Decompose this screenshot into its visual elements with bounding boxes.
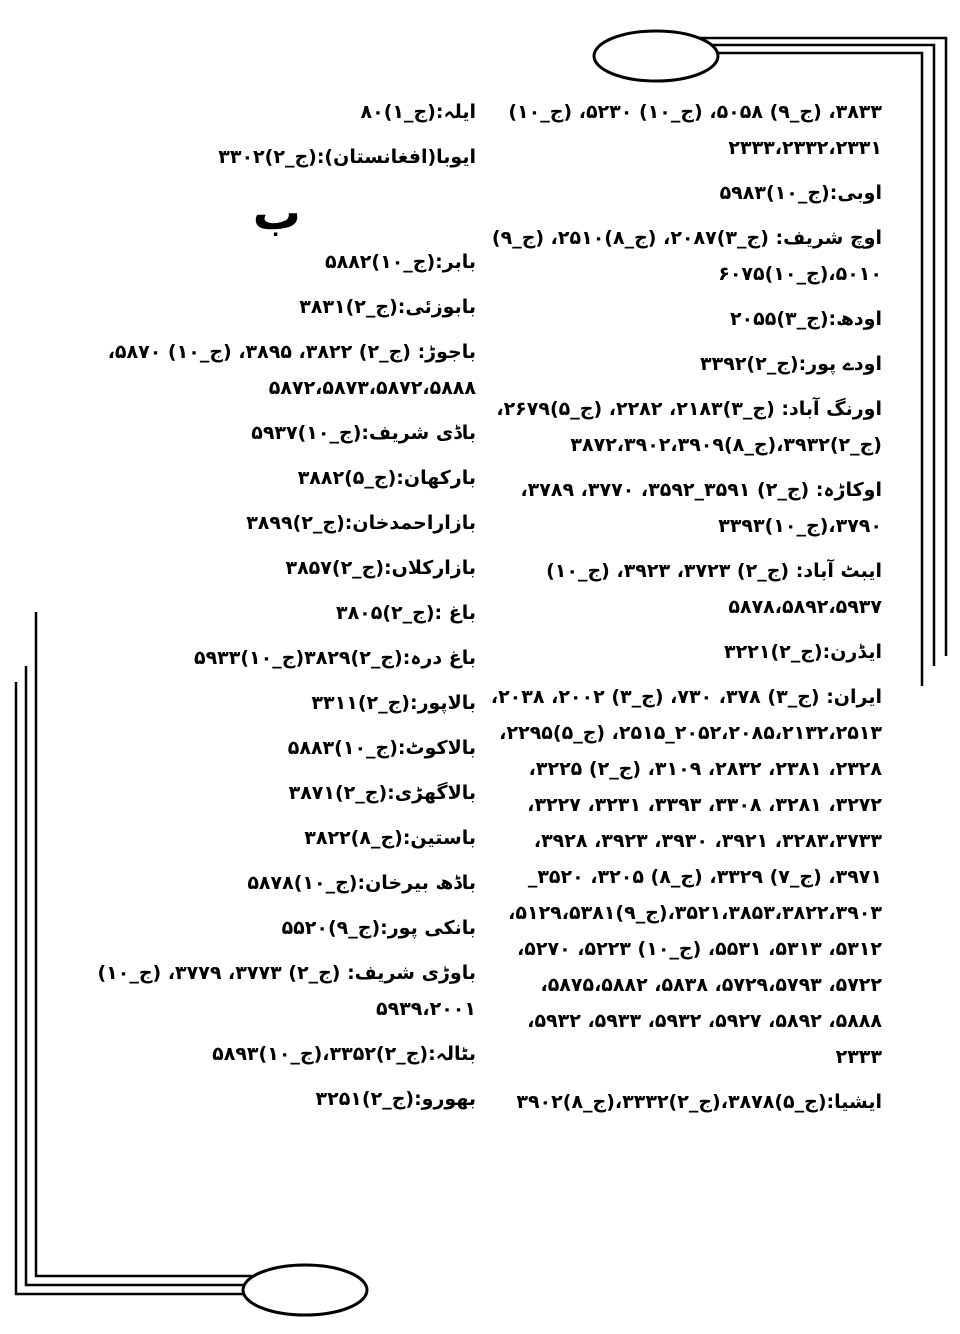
index-entry: [78, 640, 476, 676]
index-entry: [78, 550, 476, 586]
index-entry: [492, 1084, 882, 1120]
index-entry: [492, 634, 882, 670]
index-entry-line: ۵۸۸۸، ۵۸۹۲، ۵۹۲۷، ۵۹۳۲، ۵۹۳۳، ۵۹۳۲،: [527, 1010, 882, 1032]
index-entry-line: بٹالہ:(ج_۲)۳۳۵۲،(ج_۱۰)۵۸۹۳: [212, 1043, 476, 1065]
index-entry: [78, 289, 476, 325]
index-entry: [78, 94, 476, 130]
index-entry-line: ۳۵۲۱،۳۸۵۳،۳۸۲۲،۳۹۰۳،(ج_۹)۵۱۲۹،۵۳۸۱،: [508, 902, 882, 924]
index-entry-line: باغ :(ج_۲)۳۸۰۵: [335, 602, 476, 624]
index-entry: [78, 730, 476, 766]
index-entry-line: ۲۳۳۳،۲۳۳۲،۲۳۳۱: [728, 137, 882, 159]
index-entry-line: اودھ:(ج_۳)۲۰۵۵: [729, 308, 882, 330]
index-entry: [78, 415, 476, 451]
index-entry: [492, 391, 882, 463]
index-entry: [78, 244, 476, 280]
index-entry-line: ۵۸۷۲،۵۸۷۳،۵۸۷۲،۵۸۸۸: [268, 377, 476, 399]
index-entry-line: بارکھان:(ج_۵)۳۸۸۲: [297, 467, 476, 489]
index-entry-line: اوبی:(ج_۱۰)۵۹۸۳: [719, 182, 882, 204]
index-entry-line: باغ درہ:(ج_۲)۳۸۲۹(ج_۱۰)۵۹۳۳: [193, 647, 476, 669]
frame-oval-bottom: [243, 1265, 367, 1315]
index-entry-line: ۳۹۷۱، (ج_۷) ۳۳۲۹، (ج_۸) ۳۲۰۵، ۳۵۲۰_: [527, 866, 882, 888]
index-entry-line: ۳۸۳۳، (ج_۹) ۵۰۵۸، (ج_۱۰) ۵۲۳۰، (ج_۱۰): [508, 101, 882, 123]
index-entry: [78, 1081, 476, 1117]
frame-oval-top: [594, 31, 718, 81]
index-entry-line: بانکی پور:(ج_۹)۵۵۲۰: [281, 917, 476, 939]
index-entry: [492, 220, 882, 292]
index-entry-line: ایوبا(افغانستان):(ج_۲)۳۳۰۲: [218, 146, 476, 168]
index-entry-line: اوچ شریف: (ج_۳)۲۰۸۷، (ج_۸)۲۵۱۰، (ج_۹): [491, 227, 882, 249]
index-entry-line: باجوڑ: (ج_۲) ۳۸۲۲، ۳۸۹۵، (ج_۱۰) ۵۸۷۰،: [107, 341, 476, 363]
index-entry-line: ۳۷۹۰،(ج_۱۰)۳۳۹۳: [718, 515, 882, 537]
index-column-right: [492, 94, 882, 1129]
index-entry-line: ۳۲۸۳،۳۷۳۳، ۳۹۲۱، ۳۹۳۰، ۳۹۲۳، ۳۹۲۸،: [533, 830, 882, 852]
index-entry: [78, 865, 476, 901]
index-entry-line: اودے پور:(ج_۲)۳۳۹۲: [700, 353, 882, 375]
index-entry-line: ۵۰۱۰،(ج_۱۰)۶۰۷۵: [718, 263, 882, 285]
index-entry-line: ایبٹ آباد: (ج_۲) ۳۷۲۳، ۳۹۲۳، (ج_۱۰): [546, 560, 882, 582]
index-entry-line: بابر:(ج_۱۰)۵۸۸۲: [325, 251, 476, 273]
index-entry-line: ایلہ:(ج_۱)۸۰: [360, 101, 476, 123]
index-entry: [492, 679, 882, 1075]
index-entry: [78, 820, 476, 856]
index-entry-line: ۵۹۳۹،۲۰۰۱: [376, 998, 476, 1020]
index-entry-line: ایڈرن:(ج_۲)۳۲۲۱: [724, 641, 882, 663]
index-entry-line: ۵۳۱۲، ۵۳۱۳، ۵۵۳۱، (ج_۱۰) ۵۲۲۳، ۵۲۷۰،: [517, 938, 882, 960]
index-entry-line: ۵۷۲۲، ۵۷۲۹،۵۷۹۳، ۵۸۳۸، ۵۸۷۵،۵۸۸۲،: [540, 974, 882, 996]
index-entry-line: بازاراحمدخان:(ج_۲)۳۸۹۹: [246, 512, 476, 534]
index-entry-line: باڈی شریف:(ج_۱۰)۵۹۳۷: [251, 422, 476, 444]
index-entry-line: ۲۰۵۲،۲۰۸۵،۲۱۳۲،۲۵۱۳_۲۵۱۵، (ج_۵)۲۲۹۵،: [499, 722, 882, 744]
index-entry: [78, 685, 476, 721]
index-entry-line: بالاپور:(ج_۲)۳۳۱۱: [311, 692, 476, 714]
index-entry: [492, 301, 882, 337]
index-entry-line: بھورو:(ج_۲)۳۲۵۱: [315, 1088, 476, 1110]
index-column-left: [78, 94, 476, 1126]
index-entry: [78, 910, 476, 946]
index-entry-line: باوڑی شریف: (ج_۲) ۳۷۷۳، ۳۷۷۹، (ج_۱۰): [97, 962, 476, 984]
index-entry-line: ایران: (ج_۳) ۳۷۸، ۷۳۰، (ج_۳) ۲۰۰۲، ۲۰۳۸،: [490, 686, 882, 708]
index-entry: [78, 955, 476, 1027]
index-entry-line: باڈھ بیرخان:(ج_۱۰)۵۸۷۸: [247, 872, 476, 894]
index-entry: [492, 346, 882, 382]
index-entry: [492, 472, 882, 544]
index-entry-line: (ج_۲)۳۹۳۲،(ج_۸)۳۸۷۲،۳۹۰۲،۳۹۰۹: [570, 434, 882, 456]
index-entry-line: باستین:(ج_۸)۳۸۲۲: [304, 827, 476, 849]
index-entry-line: اورنگ آباد: (ج_۳)۲۱۸۳، ۲۲۸۲، (ج_۵)۲۶۷۹،: [496, 398, 882, 420]
index-entry: [492, 94, 882, 166]
index-entry: [78, 595, 476, 631]
index-entry-line: ۲۳۳۳: [835, 1046, 882, 1068]
index-entry-line: بالاگھڑی:(ج_۲)۳۸۷۱: [288, 782, 476, 804]
index-entry-line: بابوزئی:(ج_۲)۳۸۳۱: [299, 296, 476, 318]
index-entry-line: بالاکوٹ:(ج_۱۰)۵۸۸۳: [287, 737, 476, 759]
index-entry-line: بازارکلاں:(ج_۲)۳۸۵۷: [285, 557, 476, 579]
index-entry: [492, 553, 882, 625]
index-entry-line: ایشیا:(ج_۵)۳۸۷۸،(ج_۲)۳۳۳۲،(ج_۸)۳۹۰۲: [516, 1091, 882, 1113]
index-entry-line: ۲۳۲۸، ۲۳۸۱، ۲۸۳۲، ۳۱۰۹، (ج_۲) ۳۲۲۵،: [528, 758, 882, 780]
index-entry-line: ۳۲۷۲، ۳۲۸۱، ۳۳۰۸، ۳۳۹۳، ۳۲۳۱، ۳۲۲۷،: [527, 794, 882, 816]
index-entry: [78, 460, 476, 496]
index-entry-line: اوکاڑہ: (ج_۲) ۳۵۹۱_۳۵۹۲، ۳۷۷۰، ۳۷۸۹،: [520, 479, 882, 501]
index-entry: [78, 334, 476, 406]
section-letter-heading: ب: [252, 185, 301, 241]
index-entry: [492, 175, 882, 211]
index-entry: [78, 775, 476, 811]
index-entry: [78, 505, 476, 541]
index-entry: [78, 139, 476, 175]
index-entry-line: ۵۸۷۸،۵۸۹۲،۵۹۳۷: [728, 596, 882, 618]
index-entry: [78, 1036, 476, 1072]
